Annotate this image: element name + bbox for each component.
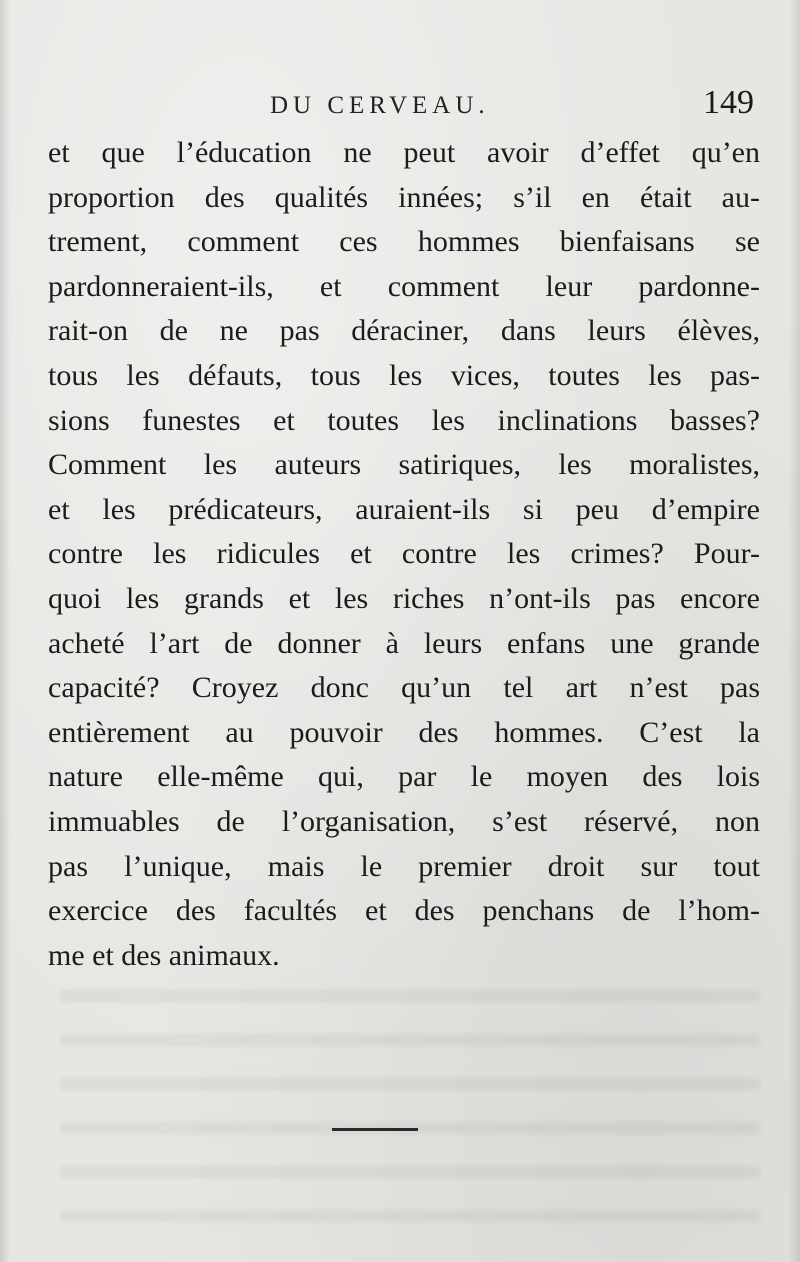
text-line: quoi les grands et les riches n’ont-ils pas encore — [48, 581, 760, 615]
end-rule — [332, 1128, 418, 1131]
text-line: sions funestes et toutes les inclinations basses? — [48, 403, 760, 437]
text-line: nature elle-même qui, par le moyen des lois — [48, 760, 760, 794]
show-through-text — [60, 990, 760, 1230]
text-line: trement, comment ces hommes bienfaisans se — [48, 225, 760, 259]
running-head: DU CERVEAU. — [270, 92, 490, 119]
body-paragraph — [48, 131, 760, 978]
text-line: capacité? Croyez donc qu’un tel art n’est pas — [48, 671, 760, 705]
text-line: tous les défauts, tous les vices, toutes les pas- — [48, 358, 760, 392]
page-header — [48, 84, 760, 130]
text-line: acheté l’art de donner à leurs enfans une grande — [48, 626, 760, 660]
text-line: entièrement au pouvoir des hommes. C’est la — [48, 715, 760, 749]
text-line: contre les ridicules et contre les crimes? Pour- — [48, 537, 760, 571]
text-line: immuables de l’organisation, s’est réservé, non — [48, 804, 760, 838]
text-line: pardonneraient-ils, et comment leur pardonne- — [48, 269, 760, 303]
text-line: proportion des qualités innées; s’il en était au- — [48, 180, 760, 214]
text-line: me et des animaux. — [48, 938, 280, 972]
text-line: rait-on de ne pas déraciner, dans leurs élèves, — [48, 314, 760, 348]
text-line: Comment les auteurs satiriques, les moralistes, — [48, 448, 760, 482]
text-line: et que l’éducation ne peut avoir d’effet qu’en — [48, 136, 760, 169]
text-line: exercice des facultés et des penchans de l’hom- — [48, 894, 760, 928]
page-number: 149 — [703, 84, 754, 121]
page-edge-shadow-left — [0, 0, 10, 1262]
page-edge-shadow-right — [788, 0, 800, 1262]
text-line: pas l’unique, mais le premier droit sur tout — [48, 849, 760, 883]
text-line: et les prédicateurs, auraient-ils si peu d’empire — [48, 492, 760, 526]
